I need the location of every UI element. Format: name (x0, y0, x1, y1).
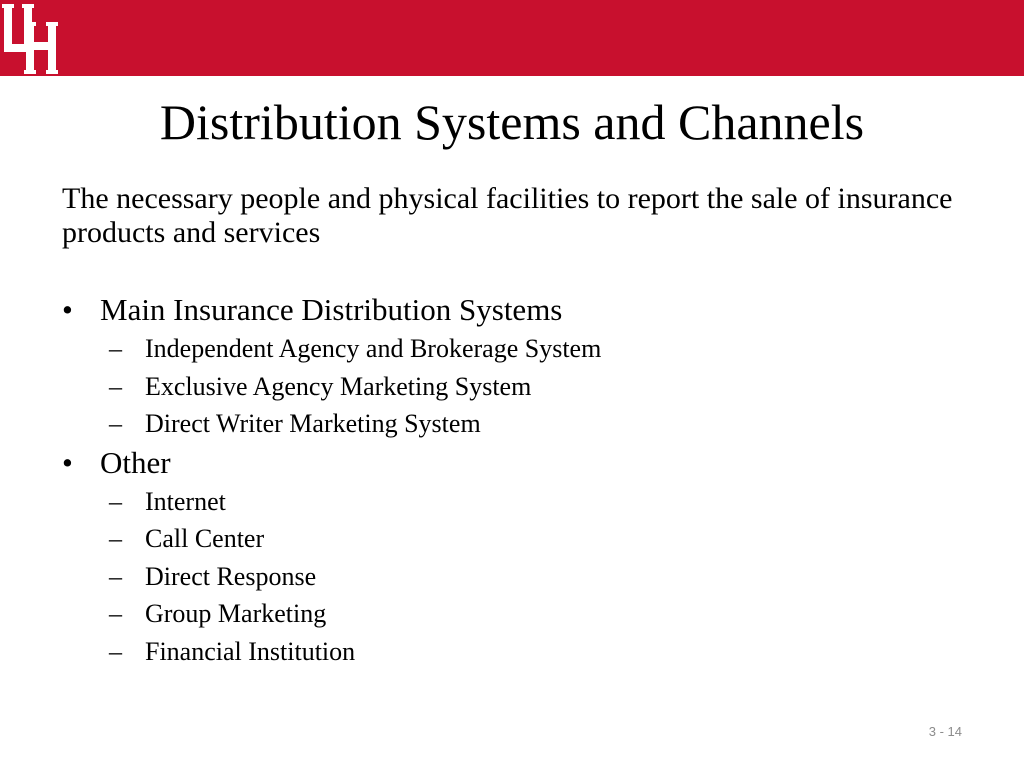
bullet-icon: • (62, 444, 73, 480)
sub-item-label: Exclusive Agency Marketing System (145, 371, 532, 401)
dash-icon: – (109, 524, 122, 553)
page-number: 3 - 14 (928, 724, 962, 739)
sub-item (62, 633, 962, 671)
bullet-item-main-systems (62, 290, 962, 330)
dash-icon: – (109, 636, 122, 666)
bullet-label: Other (100, 444, 171, 480)
bullet-list (62, 290, 962, 670)
sub-item-label: Group Marketing (145, 599, 327, 628)
sub-item (62, 483, 962, 521)
uh-logo-icon (0, 0, 64, 76)
sub-item-label: Direct Response (145, 561, 317, 591)
bullet-label: Main Insurance Distribution Systems (100, 292, 563, 327)
sub-item (62, 405, 962, 443)
dash-icon: – (109, 409, 122, 438)
dash-icon: – (109, 371, 122, 401)
bullet-icon: • (62, 292, 73, 327)
sub-item-label: Financial Institution (145, 636, 356, 666)
sub-item (62, 520, 962, 558)
dash-icon: – (109, 561, 122, 591)
dash-icon: – (109, 599, 122, 628)
sub-item (62, 595, 962, 633)
intro-text: The necessary people and physical facilities to report the sale of insurance products and services (62, 182, 953, 249)
sub-item (62, 330, 962, 368)
sub-item-label: Call Center (145, 524, 265, 553)
sub-item-label: Internet (145, 486, 226, 516)
header-bar (0, 0, 1024, 76)
bullet-item-other (62, 443, 962, 483)
sub-item-label: Direct Writer Marketing System (145, 409, 481, 438)
sub-item-label: Independent Agency and Brokerage System (145, 334, 602, 363)
dash-icon: – (109, 334, 122, 363)
dash-icon: – (109, 486, 122, 516)
sub-item (62, 558, 962, 596)
slide-title: Distribution Systems and Channels (159, 94, 865, 150)
sub-item (62, 368, 962, 406)
